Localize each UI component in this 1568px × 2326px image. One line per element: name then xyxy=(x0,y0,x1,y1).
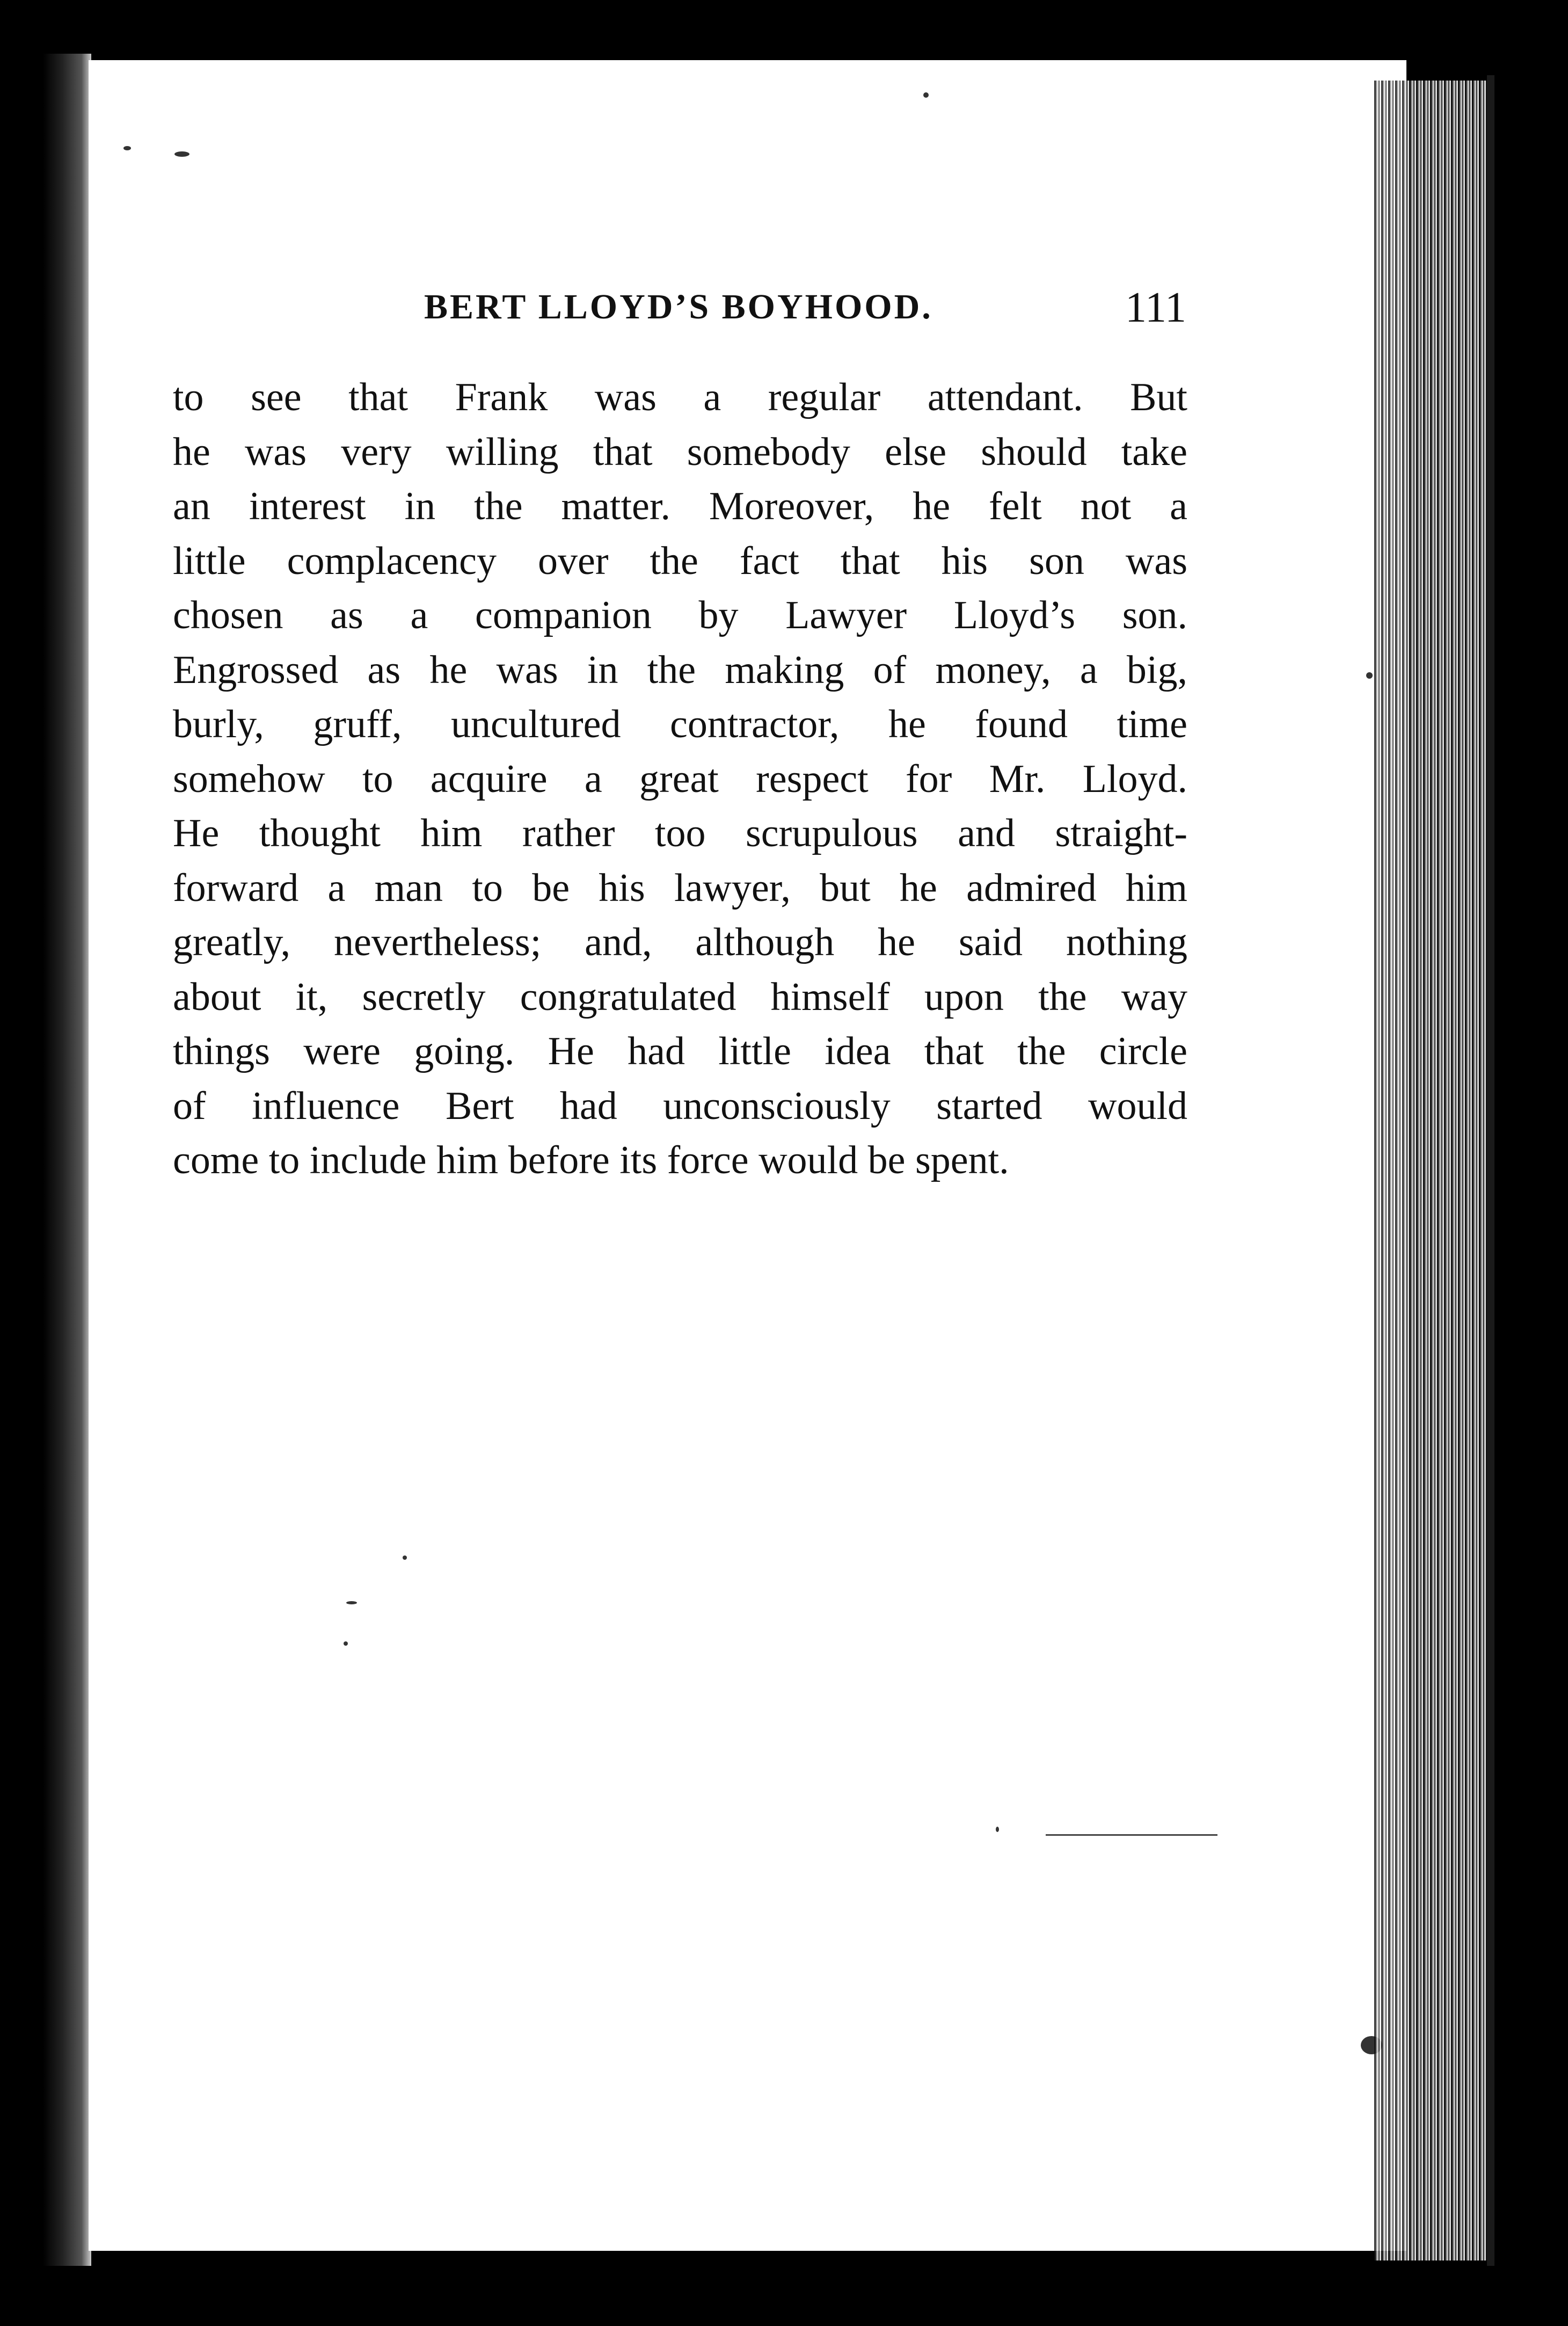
body-text xyxy=(173,370,1187,1188)
page-edge-shadow xyxy=(1487,75,1494,2266)
text-line: burly, gruff, uncultured contractor, he found time xyxy=(173,702,1187,746)
ink-speck xyxy=(1366,672,1373,679)
text-line: come to include him before its force would be spent. xyxy=(173,1138,1009,1182)
running-title: BERT LLOYD’S BOYHOOD. xyxy=(424,287,933,326)
text-line: to see that Frank was a regular attendant. But xyxy=(173,375,1187,419)
horizontal-rule xyxy=(1046,1834,1217,1836)
ink-speck xyxy=(123,146,131,150)
book-gutter xyxy=(43,54,91,2266)
text-line: of influence Bert had unconsciously started would xyxy=(173,1084,1187,1128)
text-line: things were going. He had little idea that the circle xyxy=(173,1029,1187,1073)
text-line: He thought him rather too scrupulous and straight- xyxy=(173,811,1187,855)
text-line: forward a man to be his lawyer, but he admired him xyxy=(173,866,1187,910)
ink-speck xyxy=(403,1555,407,1560)
text-line: Engrossed as he was in the making of money, a big, xyxy=(173,648,1187,692)
ink-speck xyxy=(996,1827,999,1832)
text-line: he was very willing that somebody else should take xyxy=(173,430,1187,474)
text-line: little complacency over the fact that his son was xyxy=(173,539,1187,583)
ink-speck xyxy=(923,92,929,98)
ink-speck xyxy=(344,1641,348,1646)
text-line: chosen as a companion by Lawyer Lloyd’s son. xyxy=(173,593,1187,637)
text-line: an interest in the matter. Moreover, he felt not a xyxy=(173,484,1187,528)
page-edge-texture xyxy=(1374,81,1487,2260)
ink-speck xyxy=(174,151,189,157)
text-line: about it, secretly congratulated himself upon the way xyxy=(173,975,1187,1019)
page-header xyxy=(424,284,1186,332)
page-number: 111 xyxy=(1125,284,1186,331)
text-line: somehow to acquire a great respect for Mr. Lloyd. xyxy=(173,757,1187,801)
text-line: greatly, nevertheless; and, although he said nothing xyxy=(173,920,1187,964)
ink-speck xyxy=(346,1601,357,1604)
